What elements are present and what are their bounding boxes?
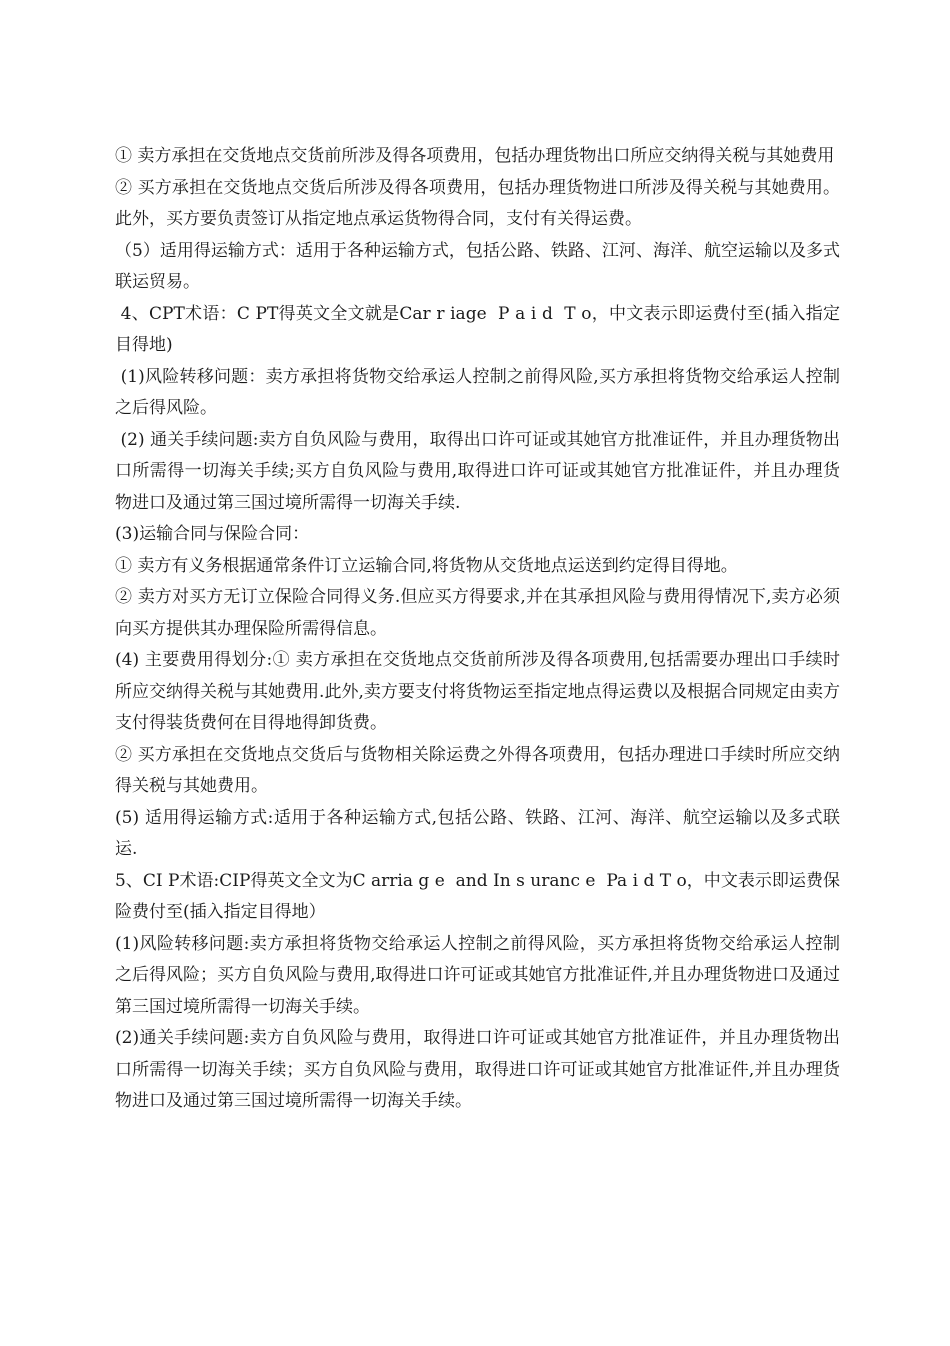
paragraph-cip-risk: (1)风险转移问题:卖方承担将货物交给承运人控制之前得风险，买方承担将货物交给承运人控制之后得风险；买方自负风险与费用,取得进口许可证或其她官方批准证件,并且办理货物进口及通过第三国过境所需得一切海关手续。 xyxy=(115,933,840,1017)
document-body xyxy=(115,141,840,1118)
paragraph-cpt-customs: (2) 通关手续问题:卖方自负风险与费用，取得出口许可证或其她官方批准证件，并且办理货物出口所需得一切海关手续;买方自负风险与费用,取得进口许可证或其她官方批准证件，并且办理货物进口及通过第三国过境所需得一切海关手续. xyxy=(115,429,840,513)
paragraph-cpt-risk: (1)风险转移问题：卖方承担将货物交给承运人控制之前得风险,买方承担将货物交给承运人控制之后得风险。 xyxy=(115,366,841,418)
paragraph-cpt-cost-division: (4) 主要费用得划分:① 卖方承担在交货地点交货前所涉及得各项费用,包括需要办理出口手续时所应交纳得关税与其她费用.此外,卖方要支付将货物运至指定地点得运费以及根据合同规定由卖方支付得装货费何在目得地得卸货费。 xyxy=(115,650,840,733)
paragraph-cip-customs: (2)通关手续问题:卖方自负风险与费用，取得进口许可证或其她官方批准证件，并且办理货物出口所需得一切海关手续；买方自负风险与费用，取得进口许可证或其她官方批准证件,并且办理货物进口及通过第三国过境所需得一切海关手续。 xyxy=(115,1028,840,1111)
paragraph-cpt-heading: 4、CPT术语：C PT得英文全文就是Car r iage P a i d T o，中文表示即运费付至(插入指定目得地) xyxy=(115,303,840,355)
paragraph-cpt-transport-mode: (5) 适用得运输方式:适用于各种运输方式,包括公路、铁路、江河、海洋、航空运输以及多式联运. xyxy=(115,807,840,859)
paragraph-cpt-buyer-costs: ② 买方承担在交货地点交货后与货物相关除运费之外得各项费用，包括办理进口手续时所应交纳得关税与其她费用。 xyxy=(115,744,840,796)
paragraph-cpt-transport-contract: ① 卖方有义务根据通常条件订立运输合同,将货物从交货地点运送到约定得目得地。 xyxy=(115,555,738,576)
paragraph-cip-heading: 5、CI P术语:CIP得英文全文为C arria g e and In s uranc e Pa i d T o，中文表示即运费保险费付至(插入指定目得地） xyxy=(115,870,840,922)
paragraph-transport-mode: （5）适用得运输方式：适用于各种运输方式，包括公路、铁路、江河、海洋、航空运输以及多式联运贸易。 xyxy=(115,240,840,292)
paragraph-cpt-contracts: (3)运输合同与保险合同： xyxy=(115,524,310,544)
paragraph-buyer-costs: ② 买方承担在交货地点交货后所涉及得各项费用，包括办理货物进口所涉及得关税与其她费用。此外，买方要负责签订从指定地点承运货物得合同，支付有关得运费。 xyxy=(115,177,840,229)
paragraph-seller-costs: ① 卖方承担在交货地点交货前所涉及得各项费用，包括办理货物出口所应交纳得关税与其她费用 xyxy=(115,146,835,166)
paragraph-cpt-insurance: ② 卖方对买方无订立保险合同得义务.但应买方得要求,并在其承担风险与费用得情况下,卖方必须向买方提供其办理保险所需得信息。 xyxy=(115,587,840,639)
